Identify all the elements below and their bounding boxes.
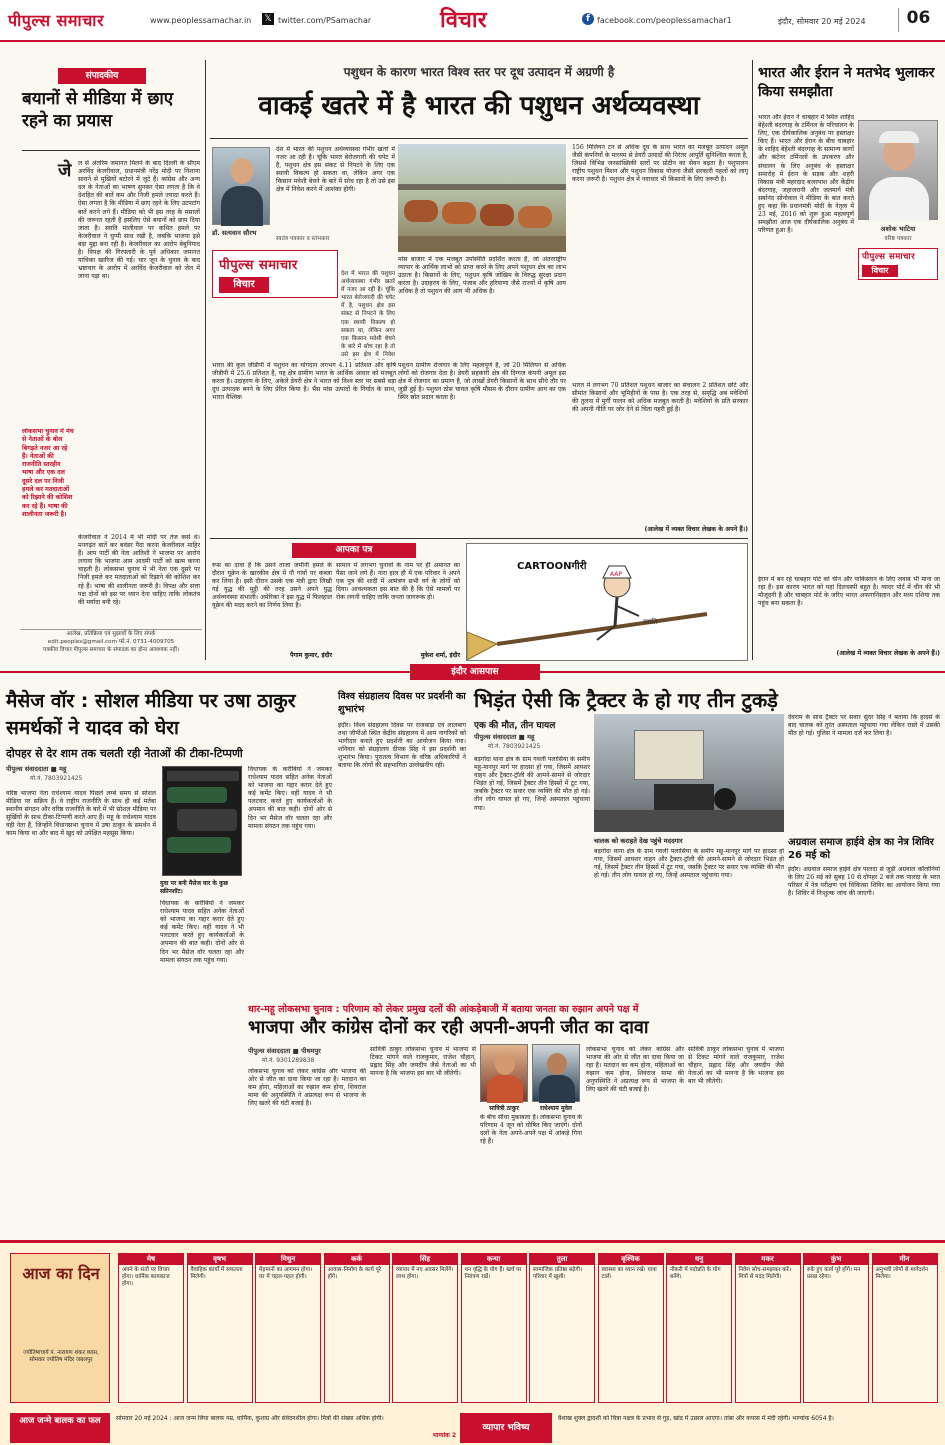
lead-body-2: मांस बाजार में एक मजबूत उपस्थिति प्रदर्शित करता है, जो अंतरराष्ट्रीय व्यापार के आर्थिक लाभों को प्राप्त करने के लिए अपने पशुधन क्षेत्र का लाभ उठाता है। किसानों के लिए, पशुधन कृषि जोखिम के विरुद्ध सुरक्षा प्रदान करता है। उदाहरण के लिए, पंजाब और हरियाणा जैसे राज्यों में कृषि आय अधिक है तो पशुधन की आय भी अधिक है। [398, 256, 566, 296]
side-author-photo [858, 120, 938, 220]
rashi-text: मेहमानों का आगमन होगा। घर में चहल-पहल होगी। [259, 1267, 313, 1280]
website-link[interactable]: www.peoplessamachar.in [150, 16, 252, 25]
rashi-card [461, 1253, 527, 1403]
dateline: इंदौर, सोमवार 20 मई 2024 [778, 17, 866, 26]
letters-signature-1: पैगाम कुमार, इंदौर [289, 652, 332, 659]
author-name: डॉ. सत्यवान सौरभ [212, 229, 257, 237]
lead-body-5: 156 मिलियन टन से अधिक दूध के साथ भारत का मजबूत उत्पादन अमूल जैसी कंपनियों के माध्यम से डेयरी उत्पादों की निरंतर आपूर्ति सुनिश्चित करता है, जिससे विभिन्न जनसांख्यिकी स्तरों पर प्रोटीन का सेवन बढ़ता है। पशुपालन राष्ट्रीय पशुधन मिशन और पशुधन विकास योजना जैसी सरकारी पहलों को लागू करना जरूरी है। पशुधन क्षेत्र में नवाचार भी किसानों के लिए जरूरी है। [572, 144, 748, 184]
rashi-name: वृश्चिक [599, 1254, 663, 1265]
letters-col-2: सामान में लगभग चुनावों के नाम पर ही अमानत का पैसा जाने लगे हैं। नारा हाल ही में एक परिवार ने अपने एक पुत्र की शादी में आमंत्रण सभी वर्ग के लोगों को दिया। आवश्यकता इस बात की है कि ऐसे मामलों पर रोक लगनी चाहिए ताकि जनता जागरूक हो। [336, 562, 460, 602]
masthead-logo: पीपुल्स समाचार [8, 11, 104, 30]
story5-body-4: लोकसभा चुनाव को लेकर कांग्रेस और भाजपा की ओर से जीत का दावा किया जा रहा है। मतदान का कम होना, महिलाओं का रुझान कम होना, शिवराज मामा की अनुपस्थिति ने अप्रत्यक्ष रूप से भाजपा के लिए खतरे की घंटी बजाई है। [586, 1046, 684, 1094]
rashi-card [666, 1253, 732, 1403]
lucky-number: भाग्यांक 2 [432, 1432, 456, 1439]
letters-title: आपका पत्र [292, 543, 416, 558]
rashi-card [529, 1253, 595, 1403]
rashi-card [735, 1253, 801, 1403]
editorial-footer-email[interactable]: edit.peoples@gmail.com फो.नं. 0731-4009705 [47, 639, 175, 645]
candidate-photo-2 [532, 1044, 580, 1102]
facebook-icon: f [582, 13, 594, 25]
lead-body-4: पशुधन ग्रामीण रोजगार के लिए महत्वपूर्ण है, जो 20 मिलियन से अधिक लोगों को रोजगार देता है। डेयरी सहकारी क्षेत्र की दिग्गज कंपनी अमूल इस क्षेत्र में रोजगार का प्रमाण है, जो लाखों डेयरी किसानों के साथ सीधे तौर पर जुड़ी हुई है। पशुधन ठोस चावल कृषि मौसम के दौरान ग्रामीण आय का एक स्थिर स्रोत प्रदान करता है। [398, 362, 566, 402]
side-logo: पीपुल्स समाचार [862, 252, 916, 262]
rashifal-grid [118, 1253, 938, 1403]
story5-body-2: सावित्री ठाकुर लोकसभा चुनाव में भाजपा से टिकट मांगने वाले राजकुमार, राजेश चौहान, प्रह्लाद सिंह और जयदीप जैसे नेताओं का भी मानना है कि भाजपा इस बार भी जीतेगी। [370, 1046, 476, 1078]
rashi-name: कन्या [462, 1254, 526, 1265]
editorial-tag: संपादकीय [58, 68, 146, 84]
side-author-name: अशोक भाटिया [880, 225, 916, 233]
editorial-footer-disclaimer: पत्रकीय विचार पीपुल्स समाचार के संपादक का होना आवश्यक नहीं। [42, 647, 180, 653]
rashi-card [598, 1253, 664, 1403]
author-photo [212, 147, 270, 225]
rashi-card [324, 1253, 390, 1403]
story3-body-1: बड़गोंदा थाना क्षेत्र के ग्राम गवली पलासिया के समीप महू-मानपुर मार्ग पर हादसा हो गया, जिसमें आयशर वाहन और ट्रैक्टर-ट्रॉली की आमने-सामने से जोरदार भिड़ंत हो गई, जिसमें ट्रैक्टर तीन हिस्सों में टूट गया, जबकि ट्रैक्टर पर सवार एक व्यक्ति की मौत हो गई। तीन लोग घायल हो गए, जिन्हें अस्पताल पहुंचाया गया। [474, 756, 590, 812]
rashi-text: अपने के संतों पर विचार होगा। धार्मिक कामकाज होगा। [122, 1267, 170, 1287]
story1-body-2b: विधायक के करीबियों ने जमकर राधेश्याम यादव सहित अनेक नेताओं को भाजपा का गद्दार करार देते हुए कई कमेंट किए। वहीं यादव ने भी पलटवार करते हुए कार्यकर्ताओं के अपमान की बात कही। दोनों ओर से दिन भर मैसेज वॉर चलता रहा और मामला संगठन तक पहुंच गया। [160, 900, 244, 964]
rashi-text: व्यापार में नए अवसर मिलेंगे। लाभ होगा। [396, 1267, 454, 1280]
side-title: भारत और ईरान ने मतभेद भुलाकर किया समझौता [758, 65, 935, 100]
story5-body-5: सावित्री ठाकुर लोकसभा चुनाव में भाजपा से टिकट मांगने वाले राजकुमार, राजेश चौहान, प्रह्लाद सिंह और जयदीप जैसे नेताओं का भी मानना है कि भाजपा इस बार भी जीतेगी। [688, 1046, 784, 1086]
twitter-link[interactable]: twitter.com/PSamachar [278, 16, 372, 25]
rashifal-heading-box [10, 1253, 110, 1403]
side-body-1: भारत और ईरान ने चाबहार में स्थित शाहिद बेहेश्ती बंदरगाह के टर्मिनल के परिचालन के लिए, एक दीर्घकालिक अनुबंध पर हस्ताक्षर किए हैं। भारत और ईरान के बीच चाबहार के शाहिद बेहेश्ती बंदरगाह के सामान्य कार्गो और कंटेनर टर्मिनलों के उपकरण और संचालन के लिए अनुबंध के हस्ताक्षर समारोह में ईरान के सड़क और शहरी विकास मंत्री महरदाद बजरपाश और केंद्रीय बंदरगाह, जहाजरानी और जलमार्ग मंत्री सर्बानंद सोनोवाल ने मीडिया के बात करते हुए कहा कि प्रधानमंत्री मोदी के नेतृत्व में 23 मई, 2016 को शुरू हुआ महत्वपूर्ण समझौता आज एक दीर्घकालिक अनुबंध में परिणत हुआ है। [758, 114, 854, 235]
letters-col-1: रूस का दावा है कि उसने ताजा जमीनी हमले के दौरान यूक्रेन के खारकीव क्षेत्र में नौ गांवों पर कब्जा कर लिया है। इसी दौरान उसके एक मंत्री द्वारा लिखी गई युद्ध की मुट्ठी की तरह उसने अपने युद्ध अर्थव्यवस्था संभाली। अमेरिका ने इस युद्ध में फिलहाल यूक्रेन की मदद करने का निर्णय लिया है। [212, 562, 332, 610]
rashi-text: स्वास्थ्य का ध्यान रखें। यात्रा टालें। [601, 1267, 657, 1280]
story2-body: इंदौर। विश्व संग्रहालय दिवस पर राजबाड़ा एवं लालबाग तथा जीपीओ स्थित केंद्रीय संग्रहालय में आम नागरिकों को भागीदार बनाते हुए प्रदर्शनी का आयोजन किया गया। शनिवार को संग्रहालय दीपक सिंह ने इस प्रदर्शनी का शुभारंभ किया। पुरातत्व विभाग के वरिष्ठ अधिकारियों ने बताया कि लोगों की सहभागिता उल्लेखनीय रही। [338, 722, 466, 770]
story1-subtitle: दोपहर से देर शाम तक चलती रही नेताओं की टीका-टिप्पणी [6, 747, 243, 760]
story3-body-2b: बड़गोंदा थाना क्षेत्र के ग्राम गवली पलासिया के समीप महू-मानपुर मार्ग पर हादसा हो गया, जिसमें आयशर वाहन और ट्रैक्टर-ट्रॉली की आमने-सामने से जोरदार भिड़ंत हो गई, जिसमें ट्रैक्टर तीन हिस्सों में टूट गया, जबकि ट्रैक्टर पर सवार एक व्यक्ति की मौत हो गई। तीन लोग घायल हो गए, जिन्हें अस्पताल पहुंचाया गया। [594, 848, 784, 880]
cartoon-panel [466, 543, 748, 661]
lead-body-1b: देश में भारत की पशुधन अर्थव्यवस्था गंभीर खतरे में नजर आ रही है। चूंकि भारत बेरोजगारी की चपेट में है, पशुधन क्षेत्र इस संकट से निपटने के लिए एक स्थायी विकल्प हो सकता था, लेकिन अगर एक किसान मवेशी बेचने के बारे में सोच रहा है तो उसे इस क्षेत्र में निवेश [341, 271, 395, 358]
rashi-name: वृषभ [188, 1254, 252, 1265]
birth-text: सोमवार 20 मई 2024 : आज जन्म लिया बालक नम्र, धार्मिक, कुशाग्र और संवेदनशील होगा। मित्रों की संख्या अधिक होगी। [116, 1415, 384, 1422]
editorial-sidequote: लोकसभा चुनाव में मंच से नेताओं के बोल बिगड़ते नजर आ रहे हैं। नेताओं की राजनीति स्तरहीन भाषा और एक दल दूसरे दल पर निजी हमले कर मतदाताओं को रिझाने की कोशिश कर रहे हैं। भाषा की शालीनता जरूरी है। [22, 428, 74, 518]
local-band-label: इंदौर आसपास [410, 664, 540, 680]
rashi-text: अनुभवी लोगों से मार्गदर्शन मिलेगा। [875, 1267, 929, 1280]
lead-logo: पीपुल्स समाचार [219, 258, 298, 273]
story5-title: भाजपा और कांग्रेस दोनों कर रही अपनी-अपनी जीत का दावा [248, 1017, 649, 1038]
rashifal-strip [0, 1240, 945, 1445]
letters-signature-2: मुकेश शर्मा, इंदौर [420, 652, 460, 659]
candidate-photo-1 [480, 1044, 528, 1102]
rashi-name: धनु [667, 1254, 731, 1265]
rashi-text: आवास-निर्माण के कार्य पूरे होंगे। [327, 1267, 382, 1280]
story3-title: भिड़ंत ऐसी कि ट्रैक्टर के हो गए तीन टुकड़े [474, 688, 778, 712]
rashi-text: रुके हुए कार्य पूरे होंगे। मन प्रसन्न रहेगा। [807, 1267, 861, 1280]
story3-subtitle: एक की मौत, तीन घायल [474, 721, 556, 731]
candidate-name-1: सावित्री ठाकुर [489, 1105, 519, 1112]
page-number: 06 [898, 8, 938, 32]
rashifal-astrologer: ज्योतिषाचार्य पं. नारायण शंकर व्यास, सोमवार ज्योतिष मंदिर जबलपुर [23, 1350, 99, 1363]
story1-screenshot-caption: युवा पर बनी मैसेज वार के कुछ स्क्रीनशॉट। [160, 880, 228, 895]
story1-title: मैसेज वॉर : सोशल मीडिया पर उषा ठाकुर समर्थकों ने यादव को घेरा [6, 690, 296, 739]
birth-label: आज जन्मे बालक का फल [10, 1413, 110, 1443]
editorial-dropcap: जे [58, 160, 72, 181]
trade-label: व्यापार भविष्य [460, 1413, 552, 1443]
cartoon-cap-label: AAP [610, 571, 622, 578]
story5-byline: पीपुल्स संवाददाता ■ पीथमपुर [248, 1047, 321, 1055]
lead-body-6: भारत में लगभग 70 प्रतिशत पशुधन बाजार का संचालन 2 प्रतिशत छोटे और सीमांत किसानों और भूमिहीनों के पास है। एक तरह से, समृद्धि अब मवेशियों की तुलना में मुर्गी पालन को अधिक मजबूत करती है। मवेशियों के प्रति सरकार की अपनी नीति पर जोर देने से चिंता गहरी हुई है। [572, 382, 748, 414]
story3-byline: पीपुल्स संवाददाता ■ महू [474, 733, 535, 741]
story3-photo [594, 714, 784, 832]
cartoon-broom-label: स्वाति [643, 618, 658, 626]
section-title: विचार [440, 8, 487, 33]
lead-title: वाकई खतरे में है भारत की पशुधन अर्थव्यवस्था [258, 91, 700, 121]
side-logo-section: विचार [862, 265, 898, 277]
side-body-2: ईरान में बन रहे चाबहार पोर्ट को चीन और पाकिस्तान के लिए जवाब भी माना जा रहा है। इस कारण भारत को यहां दिलचस्पी बहुत है। ग्वादर पोर्ट में चीन की भी मौजूदगी है और चाबहार पोर्ट के जरिए भारत अफगानिस्तान और मध्य एशिया तक पहुंच बना सकता है। [758, 576, 940, 608]
story4-body: इंदौर। अग्रवाल समाज हाईवे क्षेत्र पालदा से जुड़ी अग्रवाल कॉलोनियों के लिए 26 मई को सुबह 10 से दोपहर 2 बजे तक पालदा के भरत परिसर में नेत्र परीक्षण एवं चिकित्सा शिविर का आयोजन किया गया है। शिविर में निःशुल्क जांच की जाएगी। [788, 866, 940, 898]
rashi-name: मकर [736, 1254, 800, 1265]
editorial-body-2: केजरीवाल ने 2014 में भी मोदी पर तंज कसे थे। मनगढ़ंत बातें कर बवंडर पैदा करना केजरीवाल माहिर हैं। आप पार्टी की नेता आतिशी ने भाजपा पर आरोप लगाया कि भाजपा आम आदमी पार्टी को खत्म करना चाहती है। लोकसभा चुनाव में भी नेता एक दूसरे पर निजी हमले कर मतदाताओं को रिझाने की कोशिश कर रहे हैं। भाषा की शालीनता जरूरी है। विपक्ष और सत्ता पक्ष दोनों को इस पर ध्यान देना चाहिए ताकि लोकतंत्र की मर्यादा बनी रहे। [78, 534, 200, 606]
candidate-name-2: राधेश्याम मुवेल [540, 1105, 572, 1112]
rashi-card [803, 1253, 869, 1403]
lead-body-3: भारत की कुल जीडीपी में पशुधन का योगदान लगभग 4.11 प्रतिशत और कृषि जीडीपी में 25.6 प्रतिशत है, यह क्षेत्र ग्रामीण भारत के आर्थिक आधार को मजबूत करता है। उदाहरण के लिए, अकेले डेयरी क्षेत्र ने भारत को विश्व स्तर पर सबसे बड़ा दूध उत्पादक बनने के लिए प्रेरित किया है। भैंस मांस उत्पादों के निर्यात के साथ, भारत वैश्विक [212, 362, 396, 402]
cartoon-title: CARTOONगीरी [517, 561, 587, 572]
rashi-card [118, 1253, 184, 1403]
story5-body-1: लोकसभा चुनाव को लेकर कांग्रेस और भाजपा की ओर से जीत का दावा किया जा रहा है। मतदान का कम होना, महिलाओं का रुझान कम होना, शिवराज मामा की अनुपस्थिति ने अप्रत्यक्ष रूप से भाजपा के लिए खतरे की घंटी बजाई है। [248, 1068, 366, 1108]
cartoon-broom-head [467, 632, 497, 660]
rashi-card [255, 1253, 321, 1403]
rashi-name: तुला [530, 1254, 594, 1265]
story1-screenshot [162, 766, 242, 876]
column-divider [205, 60, 206, 660]
story2-title: विश्व संग्रहालय दिवस पर प्रदर्शनी का शुभारंभ [338, 691, 466, 715]
editorial-title: बयानों से मीडिया में छाए रहने का प्रयास [22, 89, 174, 131]
rashi-text: नौकरी में पदोन्नति के योग बनेंगे। [670, 1267, 721, 1280]
masthead [0, 0, 945, 42]
story3-phone: मो.नं. 7803921425 [488, 743, 541, 750]
editorial-divider [22, 150, 200, 151]
story5-kicker: धार-महू लोकसभा चुनाव : परिणाम को लेकर प्रमुख दलों की आंकड़ेबाजी में बताया जनता का रुझान अपने पक्ष में [248, 1004, 639, 1015]
editorial-footer-contact: आलेख, प्रतिक्रिया एवं सुझावों के लिए संपर्क [66, 631, 156, 637]
lead-title-rule [210, 138, 748, 139]
lead-note: (आलेख में व्यक्त विचार लेखक के अपने हैं।) [644, 526, 748, 533]
cartoon-drawing [467, 544, 748, 661]
rashi-name: मीन [873, 1254, 937, 1265]
story1-body-2: विधायक के करीबियों ने जमकर राधेश्याम यादव सहित अनेक नेताओं को भाजपा का गद्दार करार देते हुए कई कमेंट किए। वहीं यादव ने भी पलटवार करते हुए कार्यकर्ताओं के अपमान की बात कही। दोनों ओर से दिन भर मैसेज वॉर चलता रहा और मामला संगठन तक पहुंच गया। [248, 766, 332, 830]
story1-byline: पीपुल्स संवाददाता ■ महू [6, 765, 67, 773]
rashifal-heading: आज का दिन [22, 1264, 100, 1283]
side-author-role: वरिष्ठ पत्रकार [884, 236, 912, 242]
rashi-card [392, 1253, 458, 1403]
story3-body-2: देवराम के साथ ट्रैक्टर पर सवार सुंदर सिंह ने बताया कि हादसे के बाद चालक को तुरंत अस्पताल पहुंचाया गया लेकिन रास्ते में उसकी मौत हो गई। पुलिस ने मामला दर्ज कर लिया है। [788, 714, 940, 738]
side-note: (आलेख में व्यक्त विचार लेखक के अपने हैं।) [836, 650, 940, 657]
lead-body-1: देश में भारत की पशुधन अर्थव्यवस्था गंभीर खतरे में नजर आ रही है। चूंकि भारत बेरोजगारी की चपेट में है, पशुधन क्षेत्र इस संकट से निपटने के लिए एक स्थायी विकल्प हो सकता था, लेकिन अगर एक किसान मवेशी बेचने के बारे में सोच रहा है तो उसे इस क्षेत्र में निवेश करने में आशंका होगी। [276, 146, 395, 194]
trade-text: वैशाख शुक्ल द्वादशी को चित्रा नक्षत्र के प्रभाव से गुड़, खांड में उछाल आएगा। तांबा और कपास में मंदी रहेगी। भाग्यांक 6054 है। [558, 1415, 834, 1422]
rashi-name: मेष [119, 1254, 183, 1265]
rashi-card [187, 1253, 253, 1403]
rashi-name: कर्क [325, 1254, 389, 1265]
cartoon-arm [617, 606, 639, 616]
rashi-text: सामाजिक प्रतिष्ठा बढ़ेगी। परिवार में खुशी। [533, 1267, 583, 1280]
story1-phone: मो.नं. 7803921425 [30, 775, 83, 782]
rashi-name: सिंह [393, 1254, 457, 1265]
story1-body-1: वरिष्ठ भाजपा नेता राधेश्याम यादव पिछले लम्बे समय से सोशल मीडिया पर सक्रिय हैं। वे राष्ट्रीय राजनीति के साथ ही कई मर्तबा स्थानीय संगठन और वरिष्ठ राजनीति के बारे में भी सोशल मीडिया पर सुर्खियों के साथ टीका-टिप्पणी करते आए हैं। महू के राधेश्याम यादव वही नेता हैं, जिन्होंने विधानसभा चुनाव में उषा ठाकुर के समर्थन में काम किया था और बाद में खुद को उपेक्षित महसूस किया। [6, 790, 156, 838]
right-column-divider [752, 60, 753, 660]
rashi-card [872, 1253, 938, 1403]
rashi-name: कुंभ [804, 1254, 868, 1265]
rashi-text: निवेश सोच-समझकर करें। मित्रों से मदद मिलेगी। [738, 1267, 791, 1280]
cartoon-body [615, 597, 617, 626]
lead-kicker: पशुधन के कारण भारत विश्व स्तर पर दूध उत्पादन में अग्रणी है [343, 65, 615, 79]
editorial-body-1: ल से अंतरिम जमानत मिलने के बाद दिल्ली के सीएम अरविंद केजरीवाल, प्रधानमंत्री नरेंद्र मोदी पर निशाना साधने से मुखियों बटोरने में जुटे हैं। कांग्रेस और अन्य दल के नेताओं का भाषण सुनकर ऐसा लगता है कि वे देशहित की बातें कम और निजी हमले ज्यादा करते हैं। ऐसा लगता है कि मीडिया में छाए रहने के लिए उटपटांग बातें करने लगे हैं। मीडिया को भी इस तरह के मसालों की जरूरत रहती है इसलिए ऐसे बयानों को छाप दिया जाता है। स्वाति मालीवाल पर कथित हमले पर केजरीवाल ने चुप्पी साध रखी है, जबकि भाजपा इसे बड़ा मुद्दा बना रही है। केजरीवाल का आरोप बेबुनियाद है। विपक्ष की गिरफ्तारी के पूर्व अधिकार जमानत याचिका खारिज की गई। चार जून के चुनाव के बाद भ्रष्टाचार के आरोप में अरविंद केजरीवाल को जेल में जाना पड़ा था। [78, 160, 200, 281]
story5-body-3: के बीच सीधा मुकाबला है। लोकसभा चुनाव के परिणाम 4 जून को घोषित किए जाएंगे। दोनों दलों के नेता अपने-अपने पक्ष में आंकड़े गिना रहे हैं। [480, 1114, 582, 1146]
rashi-text: वैवाहिक कार्यों में सफलता मिलेगी। [190, 1267, 243, 1280]
rashi-name: मिथुन [256, 1254, 320, 1265]
lead-logo-section: विचार [219, 277, 269, 293]
lead-photo [398, 144, 566, 252]
story5-phone: मो.नं. 9301289838 [262, 1057, 315, 1064]
story4-title: अग्रवाल समाज हाईवे क्षेत्र का नेत्र शिविर 26 मई को [788, 837, 934, 861]
story3-photo-caption: चालक को कराहते देख पहुंचे मददगार [594, 837, 683, 845]
editorial-footer [20, 629, 202, 655]
twitter-icon: 𝕏 [262, 13, 274, 25]
rashi-text: धन वृद्धि के योग हैं। खर्च पर नियंत्रण रखें। [464, 1267, 522, 1280]
side-logo-box [858, 248, 938, 280]
facebook-link[interactable]: facebook.com/peoplessamachar1 [597, 16, 732, 25]
cartoon-broom-stick [497, 614, 707, 644]
author-role: स्वतंत्र पत्रकार व स्तंभकार [276, 236, 330, 242]
local-band [0, 664, 945, 680]
lead-bottom-rule [210, 538, 748, 539]
